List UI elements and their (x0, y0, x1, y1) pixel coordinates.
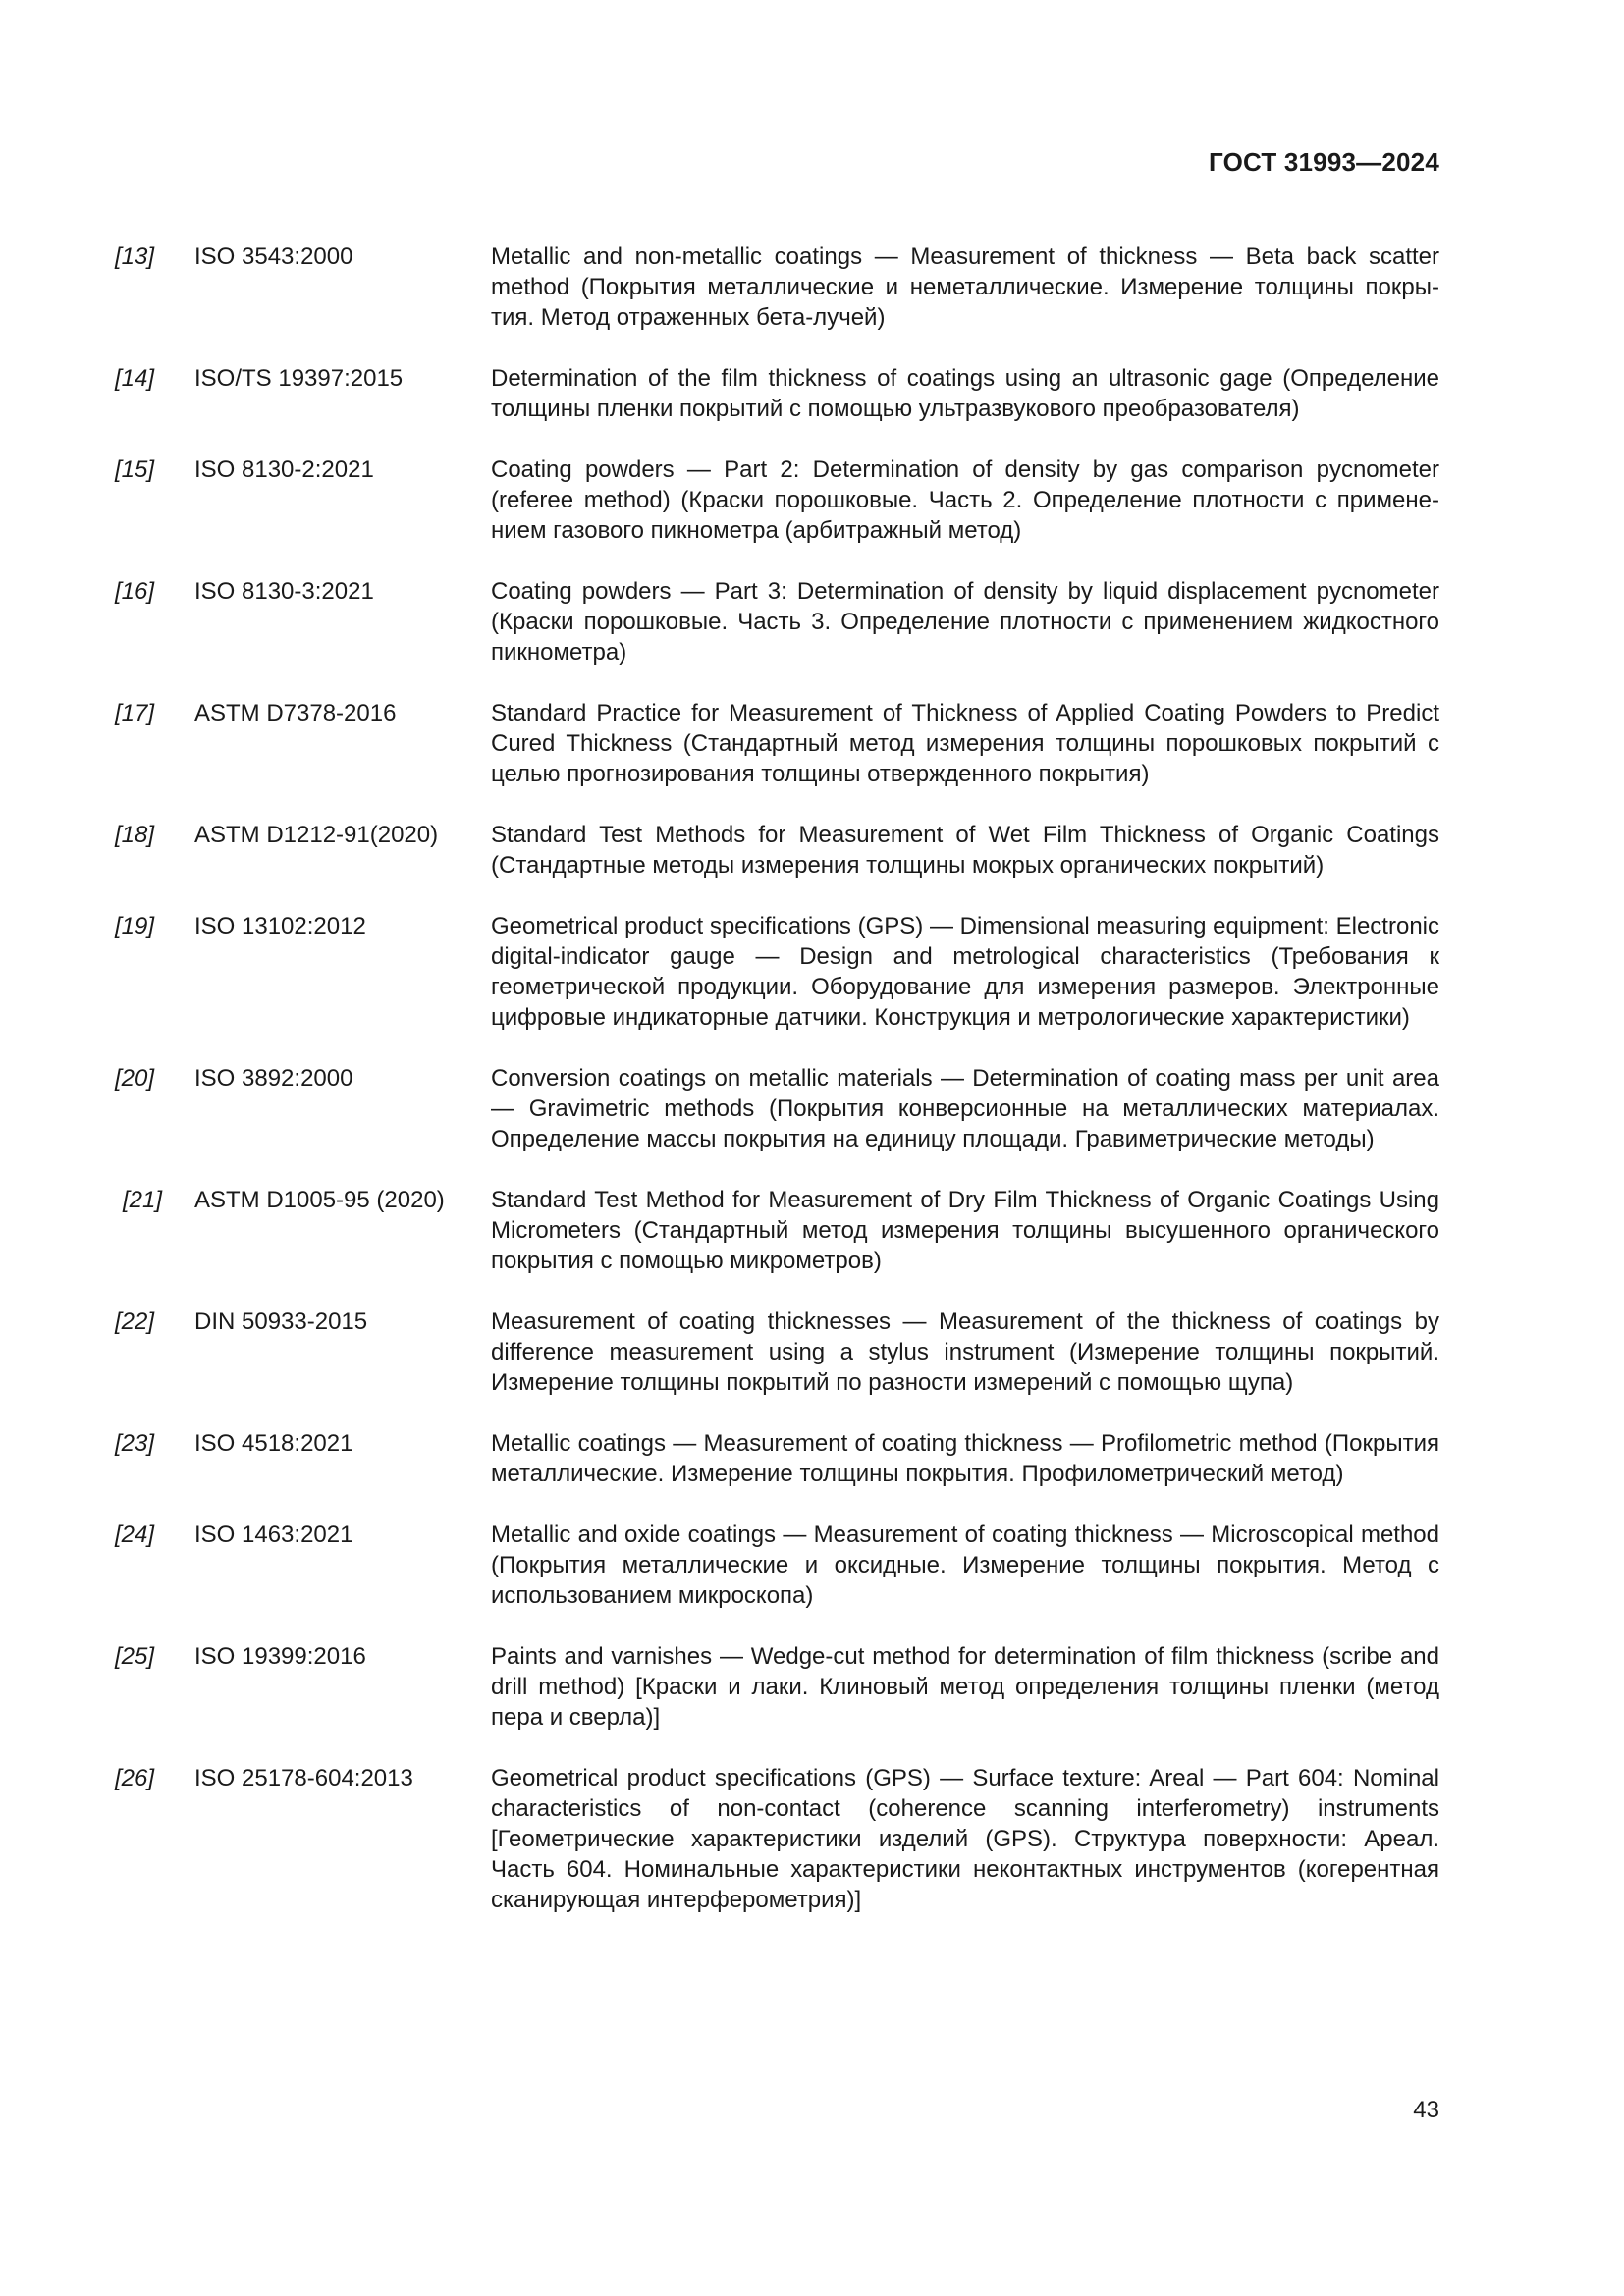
entry-number: [19] (115, 913, 155, 939)
entry-description: Conversion coatings on metallic materials — Determination of coating mass per unit area — Gravimetric methods (Покрытия конверсионные на металлических материалах. Определение массы покрытия на единицу площади. Гравиметрические методы) (491, 1065, 1439, 1152)
bibliography-entry (115, 1307, 1439, 1398)
entry-description: Geometrical product specifications (GPS) — Surface texture: Areal — Part 604: Nominal characteristics of non-contact (coherence scanning interferometry) instruments [Геометрические характеристики изделий (GPS). Структура поверхности: Ареал. Часть 604. Номинальные характеристики неконтактных инструментов (когерентная сканирующая интерферометрия)] (491, 1765, 1439, 1913)
entry-number: [23] (115, 1430, 155, 1457)
bibliography-entry (115, 241, 1439, 333)
entry-number: [25] (115, 1643, 155, 1670)
bibliography-entry (115, 820, 1439, 881)
entry-standard-code: ASTM D1005-95 (2020) (194, 1187, 445, 1213)
entry-number: [16] (115, 578, 155, 605)
entry-number: [13] (115, 243, 155, 270)
entry-number: [21] (123, 1187, 163, 1213)
entry-description: Coating powders — Part 2: Determination of density by gas comparison pycnometer (referee method) (Краски порошковые. Часть 2. Определение плотности с применением газового пикнометра (арбитражный метод) (491, 456, 1439, 544)
entry-standard-code: ISO/TS 19397:2015 (194, 365, 404, 392)
entry-standard-code: ASTM D1212-91(2020) (194, 822, 439, 848)
bibliography-entry (115, 1185, 1439, 1276)
entry-number: [24] (115, 1522, 155, 1548)
bibliography-entry (115, 1520, 1439, 1611)
entry-description: Coating powders — Part 3: Determination of density by liquid displacement pycnometer (Краски порошковые. Часть 3. Определение плотности с применением жидкостного пикнометра) (491, 578, 1439, 666)
bibliography-entry (115, 1763, 1439, 1915)
entry-number: [20] (115, 1065, 155, 1092)
entry-description: Measurement of coating thicknesses — Measurement of the thickness of coatings by difference measurement using a stylus instrument (Измерение толщины покрытий. Измерение толщины покрытий по разности измерений с помощью щупа) (491, 1308, 1439, 1396)
entry-standard-code: ISO 19399:2016 (194, 1643, 366, 1670)
entry-number: [14] (115, 365, 155, 392)
bibliography-entry (115, 698, 1439, 789)
entry-number: [17] (115, 700, 155, 726)
entry-standard-code: ISO 13102:2012 (194, 913, 366, 939)
entry-standard-code: ISO 1463:2021 (194, 1522, 353, 1548)
entry-description: Determination of the film thickness of coatings using an ultrasonic gage (Определение толщины пленки покрытий с помощью ультразвукового преобразователя) (491, 365, 1439, 422)
page-header-standard: ГОСТ 31993—2024 (1209, 147, 1439, 177)
bibliography-entry (115, 1428, 1439, 1489)
entry-standard-code: ISO 3892:2000 (194, 1065, 353, 1092)
entry-description: Standard Test Methods for Measurement of Wet Film Thickness of Organic Coatings (Стандартные методы измерения толщины мокрых органических покрытий) (491, 822, 1439, 879)
entry-description: Paints and varnishes — Wedge-cut method for determination of film thickness (scribe and drill method) [Краски и лаки. Клиновый метод определения толщины пленки (метод пера и сверла)] (491, 1643, 1439, 1731)
page-number: 43 (1413, 2097, 1439, 2123)
entry-description: Metallic and oxide coatings — Measurement of coating thickness — Microscopical method (Покрытия металлические и оксидные. Измерение толщины покрытия. Метод с использованием микроскопа) (491, 1522, 1439, 1609)
entry-description: Standard Practice for Measurement of Thickness of Applied Coating Powders to Predict Cured Thickness (Стандартный метод измерения толщины порошковых покрытий с целью прогнозирования толщины отвержденного покрытия) (491, 700, 1439, 787)
bibliography-entry (115, 454, 1439, 546)
bibliography-list (115, 241, 1439, 1946)
entry-standard-code: DIN 50933-2015 (194, 1308, 368, 1335)
entry-standard-code: ISO 8130-2:2021 (194, 456, 374, 483)
entry-description: Standard Test Method for Measurement of Dry Film Thickness of Organic Coatings Using Micrometers (Стандартный метод измерения толщины высушенного органического покрытия с помощью микрометров) (491, 1187, 1439, 1274)
entry-number: [22] (115, 1308, 155, 1335)
entry-standard-code: ISO 25178-604:2013 (194, 1765, 413, 1791)
entry-number: [18] (115, 822, 155, 848)
entry-number: [15] (115, 456, 155, 483)
entry-standard-code: ISO 4518:2021 (194, 1430, 353, 1457)
bibliography-entry (115, 1063, 1439, 1154)
bibliography-entry (115, 363, 1439, 424)
entry-standard-code: ISO 3543:2000 (194, 243, 353, 270)
bibliography-entry (115, 911, 1439, 1033)
entry-description: Metallic and non-metallic coatings — Measurement of thickness — Beta back scatter method (Покрытия металлические и неметаллические. Измерение толщины покрытия. Метод отраженных бета-лучей) (491, 243, 1439, 331)
entry-standard-code: ISO 8130-3:2021 (194, 578, 374, 605)
bibliography-entry (115, 576, 1439, 667)
entry-description: Geometrical product specifications (GPS) — Dimensional measuring equipment: Electronic digital-indicator gauge — Design and metrological characteristics (Требования к геометрической продукции. Оборудование для измерения размеров. Электронные цифровые индикаторные датчики. Конструкция и метрологические характеристики) (491, 913, 1439, 1031)
entry-standard-code: ASTM D7378-2016 (194, 700, 397, 726)
entry-description: Metallic coatings — Measurement of coating thickness — Profilometric method (Покрытия металлические. Измерение толщины покрытия. Профилометрический метод) (491, 1430, 1439, 1487)
entry-number: [26] (115, 1765, 155, 1791)
bibliography-entry (115, 1641, 1439, 1733)
